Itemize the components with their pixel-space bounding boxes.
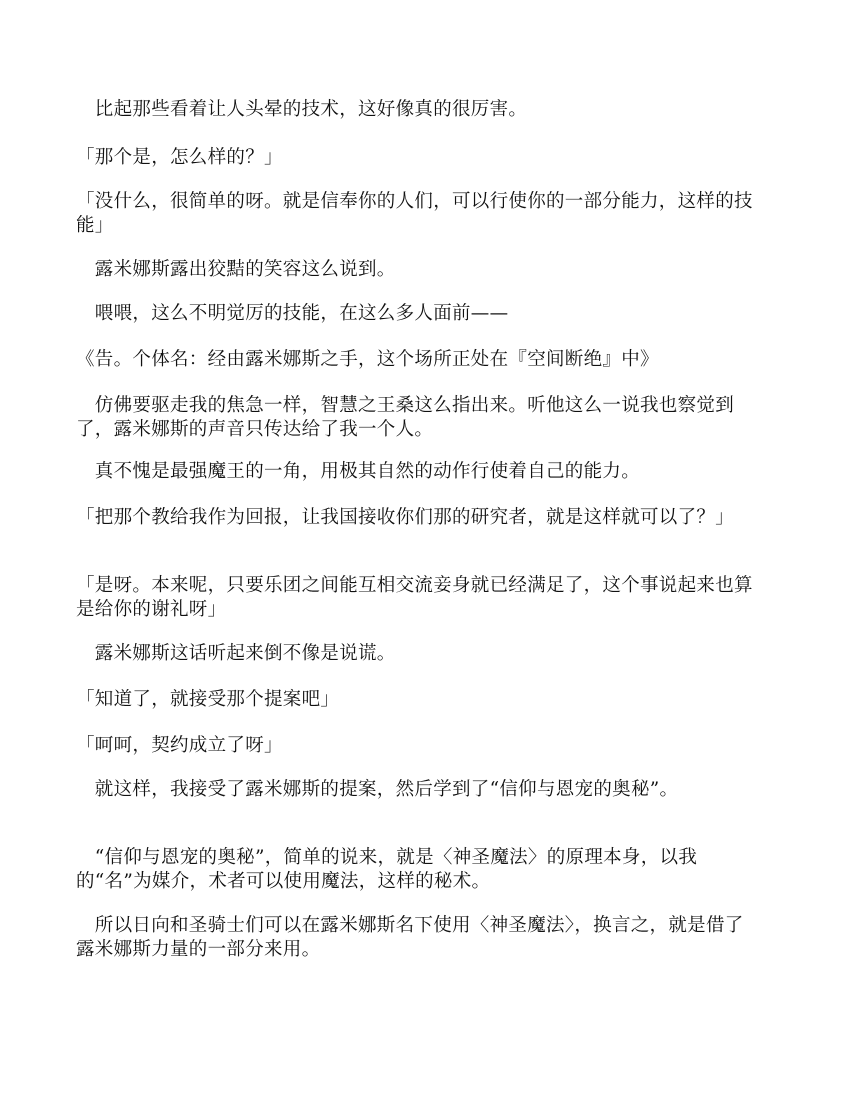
paragraph-12: 「知道了，就接受那个提案吧」 bbox=[76, 689, 340, 710]
paragraph-6: 《告。个体名：经由露米娜斯之手，这个场所正处在『空间断绝』中》 bbox=[76, 349, 659, 370]
paragraph-14: 就这样，我接受了露米娜斯的提案，然后学到了“信仰与恩宠的奥秘”。 bbox=[76, 779, 679, 800]
paragraph-7: 仿佛要驱走我的焦急一样，智慧之王桑这么指出来。听他这么一说我也察觉到了，露米娜斯的声音只传达给了我一个人。 bbox=[76, 395, 735, 440]
paragraph-3: 「没什么，很简单的呀。就是信奉你的人们，可以行使你的一部分能力，这样的技能」 bbox=[76, 191, 753, 236]
paragraph-2: 「那个是，怎么样的？」 bbox=[76, 147, 283, 168]
paragraph-1: 比起那些看着让人头晕的技术，这好像真的很厉害。 bbox=[76, 99, 528, 120]
paragraph-4: 露米娜斯露出狡黠的笑容这么说到。 bbox=[76, 259, 396, 280]
paragraph-15: “信仰与恩宠的奥秘”，简单的说来，就是〈神圣魔法〉的原理本身，以我的“名”为媒介，术者可以使用魔法，这样的秘术。 bbox=[76, 847, 698, 892]
paragraph-16: 所以日向和圣骑士们可以在露米娜斯名下使用〈神圣魔法〉，换言之，就是借了露米娜斯力量的一部分来用。 bbox=[76, 915, 744, 960]
paragraph-10: 「是呀。本来呢，只要乐团之间能互相交流妾身就已经满足了，这个事说起来也算是给你的谢礼呀」 bbox=[76, 575, 753, 620]
paragraph-13: 「呵呵，契约成立了呀」 bbox=[76, 735, 283, 756]
paragraph-9: 「把那个教给我作为回报，让我国接收你们那的研究者，就是这样就可以了？」 bbox=[76, 507, 735, 528]
paragraph-8: 真不愧是最强魔王的一角，用极其自然的动作行使着自己的能力。 bbox=[76, 461, 641, 482]
paragraph-5: 喂喂，这么不明觉厉的技能，在这么多人面前—— bbox=[76, 303, 509, 324]
paragraph-11: 露米娜斯这话听起来倒不像是说谎。 bbox=[76, 643, 396, 664]
